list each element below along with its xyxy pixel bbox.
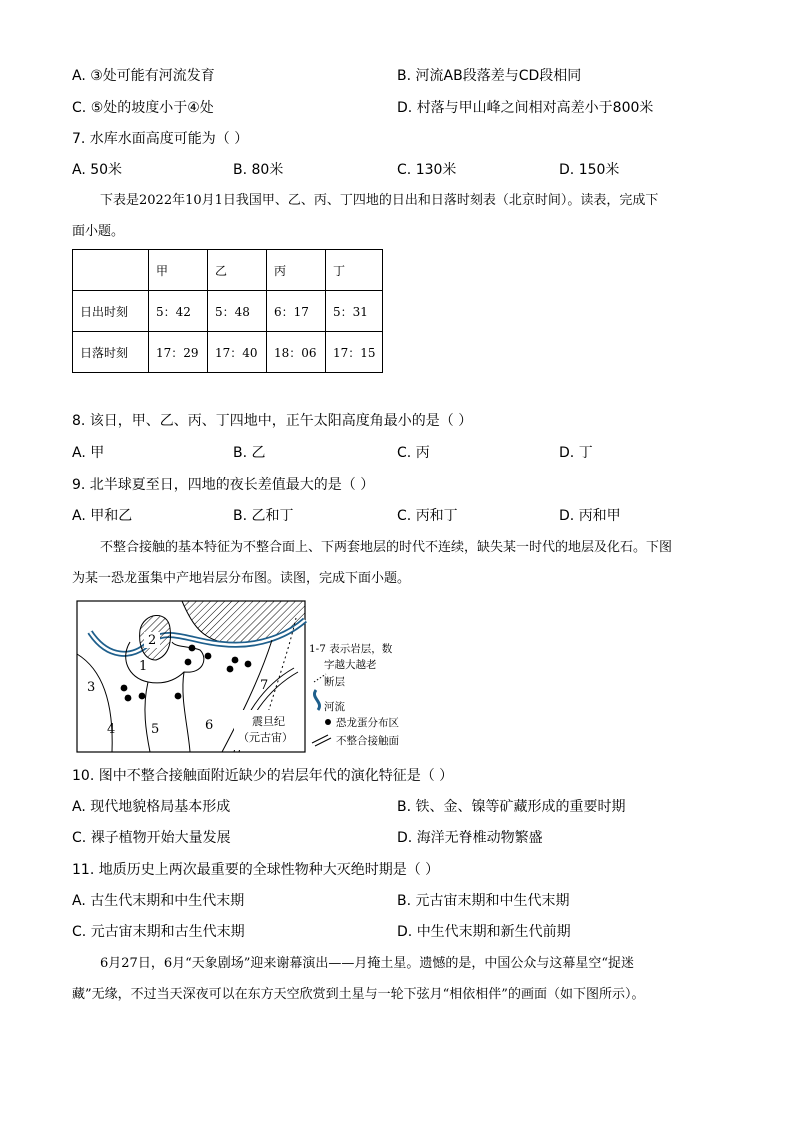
q11-option-a: A. 古生代末期和中生代末期 (72, 893, 245, 909)
q7-option-b: B. 80米 (233, 162, 284, 178)
q11-option-b: B. 元古宙末期和中生代末期 (397, 893, 570, 909)
q7-stem: 7. 水库水面高度可能为（ ） (72, 131, 249, 147)
q8-option-a: A. 甲 (72, 445, 105, 461)
stratum-label-4: 4 (107, 722, 116, 737)
legend-fault: 断层 (324, 676, 345, 688)
passage-sunrise-line1: 下表是2022年10月1日我国甲、乙、丙、丁四地的日出和日落时刻表（北京时间）。读表，完成下 (100, 193, 659, 208)
legend-strata-line2: 字越大越老 (324, 659, 377, 671)
table-row (73, 332, 383, 373)
q7-option-c: C. 130米 (397, 162, 457, 178)
stratum-label-3: 3 (87, 680, 96, 695)
q6-option-a: A. ③处可能有河流发育 (72, 68, 215, 84)
stratum-label-5: 5 (151, 722, 160, 737)
q6-option-b: B. 河流AB段落差与CD段相同 (397, 68, 582, 84)
table-cell: 5：42 (149, 291, 208, 332)
table-header-jia: 甲 (149, 250, 208, 291)
q8-option-d: D. 丁 (559, 445, 593, 461)
q9-option-a: A. 甲和乙 (72, 508, 133, 524)
q11-option-c: C. 元古宙末期和古生代末期 (72, 924, 245, 940)
table-cell: 17：29 (149, 332, 208, 373)
q10-option-a: A. 现代地貌格局基本形成 (72, 799, 231, 815)
table-header-bing: 丙 (267, 250, 326, 291)
stratum-label-2: 2 (148, 633, 157, 648)
legend-eggs: 恐龙蛋分布区 (336, 717, 399, 729)
hatched-strata (182, 601, 305, 643)
sinian-label: 震旦纪 (252, 715, 285, 728)
stratum-label-6: 6 (205, 718, 214, 733)
table-header-row (73, 250, 383, 291)
q9-stem: 9. 北半球夏至日，四地的夜长差值最大的是（ ） (72, 477, 375, 493)
q7-option-d: D. 150米 (559, 162, 620, 178)
stratum-label-7: 7 (260, 678, 269, 693)
table-cell: 6：17 (267, 291, 326, 332)
q9-option-c: C. 丙和丁 (397, 508, 458, 524)
table-cell: 17：40 (208, 332, 267, 373)
table-cell: 5：48 (208, 291, 267, 332)
stratum-label-1: 1 (139, 659, 148, 674)
legend-strata-line1: 1-7 表示岩层，数 (309, 643, 393, 655)
table-cell: 17：15 (326, 332, 383, 373)
q9-option-b: B. 乙和丁 (233, 508, 294, 524)
proterozoic-label: （元古宙） (238, 731, 293, 744)
q8-stem: 8. 该日，甲、乙、丙、丁四地中，正午太阳高度角最小的是（ ） (72, 413, 473, 429)
passage-unconformity-line1: 不整合接触的基本特征为不整合面上、下两套地层的时代不连续，缺失某一时代的地层及化石。下图 (100, 540, 673, 555)
legend-river: 河流 (324, 701, 345, 713)
sunrise-sunset-table (72, 249, 383, 373)
legend (309, 642, 399, 747)
q10-option-b: B. 铁、金、镍等矿藏形成的重要时期 (397, 799, 626, 815)
q11-stem: 11. 地质历史上两次最重要的全球性物种大灭绝时期是（ ） (72, 862, 440, 878)
passage-saturn-line1: 6月27日，6月“天象剧场”迎来谢幕演出——月掩土星。遗憾的是，中国公众与这幕星空“捉迷 (100, 956, 635, 971)
table-cell: 5：31 (326, 291, 383, 332)
row-label-sunrise: 日出时刻 (73, 291, 149, 332)
q8-option-b: B. 乙 (233, 445, 266, 461)
rock-strata-figure (72, 598, 417, 756)
q10-option-c: C. 裸子植物开始大量发展 (72, 830, 231, 846)
passage-sunrise-line2: 面小题。 (72, 224, 125, 239)
legend-unconf-symbol-b (315, 738, 331, 746)
table-cell: 18：06 (267, 332, 326, 373)
row-label-sunset: 日落时刻 (73, 332, 149, 373)
q10-stem: 10. 图中不整合接触面附近缺少的岩层年代的演化特征是（ ） (72, 768, 454, 784)
table-header-ding: 丁 (326, 250, 383, 291)
boundary-4-5 (145, 682, 150, 752)
legend-unconf-symbol-a (312, 735, 328, 743)
q8-option-c: C. 丙 (397, 445, 430, 461)
legend-unconformity: 不整合接触面 (336, 735, 399, 747)
legend-egg-symbol (325, 719, 331, 725)
q6-option-d: D. 村落与甲山峰之间相对高差小于800米 (397, 100, 654, 116)
q10-option-d: D. 海洋无脊椎动物繁盛 (397, 830, 543, 846)
boundary-5-6 (183, 672, 190, 752)
q6-option-c: C. ⑤处的坡度小于④处 (72, 100, 214, 116)
passage-saturn-line2: 藏”无缘，不过当天深夜可以在东方天空欣赏到土星与一轮下弦月“相依相伴”的画面（如下图所示）。 (72, 987, 645, 1002)
q9-option-d: D. 丙和甲 (559, 508, 621, 524)
q11-option-d: D. 中生代末期和新生代前期 (397, 924, 571, 940)
table-row (73, 291, 383, 332)
passage-unconformity-line2: 为某一恐龙蛋集中产地岩层分布图。读图，完成下面小题。 (72, 571, 411, 586)
q7-option-a: A. 50米 (72, 162, 123, 178)
legend-river-symbol (314, 690, 319, 710)
table-header-yi: 乙 (208, 250, 267, 291)
table-corner (73, 250, 149, 291)
boundary-3-4 (77, 654, 112, 752)
